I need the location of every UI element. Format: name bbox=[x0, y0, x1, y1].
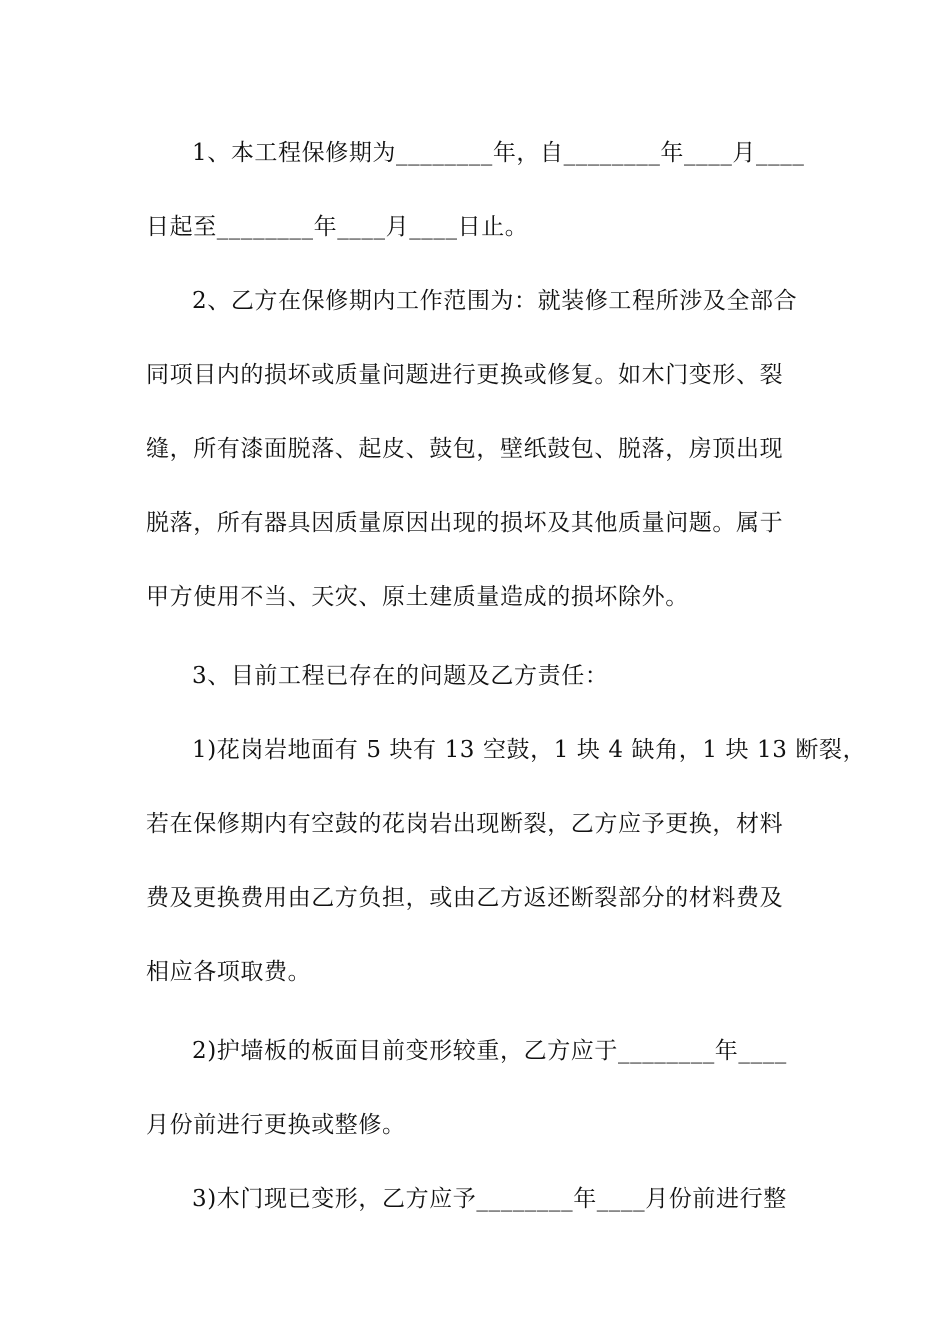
clause-1-line-2: 日起至________年____月____日止。 bbox=[146, 214, 529, 240]
clause-2-line-5: 甲方使用不当、天灾、原土建质量造成的损坏除外。 bbox=[146, 584, 689, 610]
clause-3-heading: 3、目前工程已存在的问题及乙方责任： bbox=[192, 663, 609, 689]
item-2-line-2: 月份前进行更换或整修。 bbox=[146, 1112, 406, 1138]
item-1-line-4: 相应各项取费。 bbox=[146, 959, 312, 985]
item-1-line-3: 费及更换费用由乙方负担，或由乙方返还断裂部分的材料费及 bbox=[146, 885, 784, 911]
item-1-line-1: 1)花岗岩地面有 5 块有 13 空鼓，1 块 4 缺角，1 块 13 断裂， bbox=[192, 737, 867, 763]
item-2-line-1: 2)护墙板的板面目前变形较重，乙方应于________年____ bbox=[192, 1038, 787, 1064]
item-3-line-1: 3)木门现已变形，乙方应予________年____月份前进行整 bbox=[192, 1186, 787, 1212]
clause-2-line-4: 脱落，所有器具因质量原因出现的损坏及其他质量问题。属于 bbox=[146, 510, 784, 536]
item-1-line-2: 若在保修期内有空鼓的花岗岩出现断裂，乙方应予更换，材料 bbox=[146, 811, 784, 837]
clause-2-line-2: 同项目内的损坏或质量问题进行更换或修复。如木门变形、裂 bbox=[146, 362, 784, 388]
clause-1-line-1: 1、本工程保修期为________年，自________年____月____ bbox=[192, 140, 805, 166]
clause-2-line-1: 2、乙方在保修期内工作范围为：就装修工程所涉及全部合 bbox=[192, 288, 798, 314]
clause-2-line-3: 缝，所有漆面脱落、起皮、鼓包，壁纸鼓包、脱落，房顶出现 bbox=[146, 436, 784, 462]
